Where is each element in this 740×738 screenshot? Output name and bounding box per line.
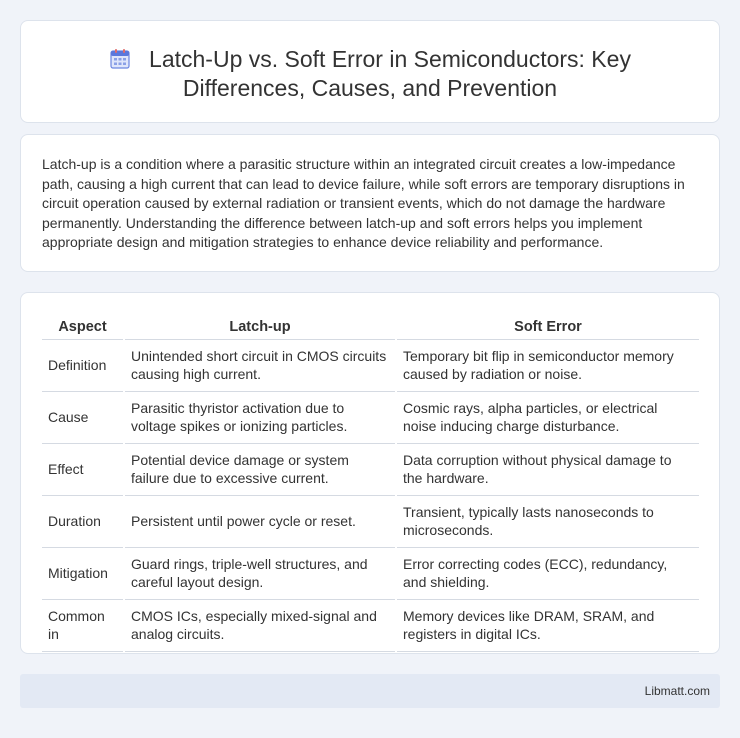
row-aspect: Common in	[42, 600, 124, 652]
comparison-card	[20, 292, 720, 654]
table-row	[42, 548, 699, 600]
row-soft-error: Data corruption without physical damage to the hardware.	[396, 444, 699, 496]
footer-brand: Libmatt.com	[644, 684, 710, 698]
header-aspect: Aspect	[42, 315, 124, 340]
row-latch-up: Parasitic thyristor activation due to voltage spikes or ionizing particles.	[124, 392, 396, 444]
page-title	[21, 45, 719, 103]
row-latch-up: Persistent until power cycle or reset.	[124, 496, 396, 548]
row-latch-up: CMOS ICs, especially mixed-signal and analog circuits.	[124, 600, 396, 652]
table-row	[42, 392, 699, 444]
row-aspect: Duration	[42, 496, 124, 548]
row-aspect: Mitigation	[42, 548, 124, 600]
row-latch-up: Unintended short circuit in CMOS circuits causing high current.	[124, 340, 396, 392]
row-latch-up: Potential device damage or system failure due to excessive current.	[124, 444, 396, 496]
intro-paragraph: Latch-up is a condition where a parasitic structure within an integrated circuit creates a low-impedance path, causing a high current that can lead to device failure, while soft errors are temporary disruptions in circuit operation caused by external radiation or transient events, which do not damage the hardware permanently. Understanding the difference between latch-up and soft errors helps you implement appropriate design and mitigation strategies to enhance device reliability and performance.	[42, 156, 685, 250]
row-aspect: Definition	[42, 340, 124, 392]
header-soft-error: Soft Error	[396, 315, 699, 340]
row-soft-error: Cosmic rays, alpha particles, or electrical noise inducing charge disturbance.	[396, 392, 699, 444]
table-header-row	[42, 315, 699, 340]
row-soft-error: Error correcting codes (ECC), redundancy, and shielding.	[396, 548, 699, 600]
title-card	[20, 20, 720, 123]
row-soft-error: Temporary bit flip in semiconductor memory caused by radiation or noise.	[396, 340, 699, 392]
page-title-text: Latch-Up vs. Soft Error in Semiconductors: Key Differences, Causes, and Prevention	[149, 46, 631, 101]
intro-card	[20, 134, 720, 272]
row-aspect: Cause	[42, 392, 124, 444]
row-soft-error: Memory devices like DRAM, SRAM, and registers in digital ICs.	[396, 600, 699, 652]
row-soft-error: Transient, typically lasts nanoseconds to microseconds.	[396, 496, 699, 548]
table-row	[42, 444, 699, 496]
footer-bar	[20, 674, 720, 708]
row-aspect: Effect	[42, 444, 124, 496]
table-row	[42, 496, 699, 548]
comparison-table	[42, 315, 699, 652]
row-latch-up: Guard rings, triple-well structures, and careful layout design.	[124, 548, 396, 600]
calendar-icon	[109, 48, 131, 70]
header-latch-up: Latch-up	[124, 315, 396, 340]
table-row	[42, 600, 699, 652]
table-row	[42, 340, 699, 392]
